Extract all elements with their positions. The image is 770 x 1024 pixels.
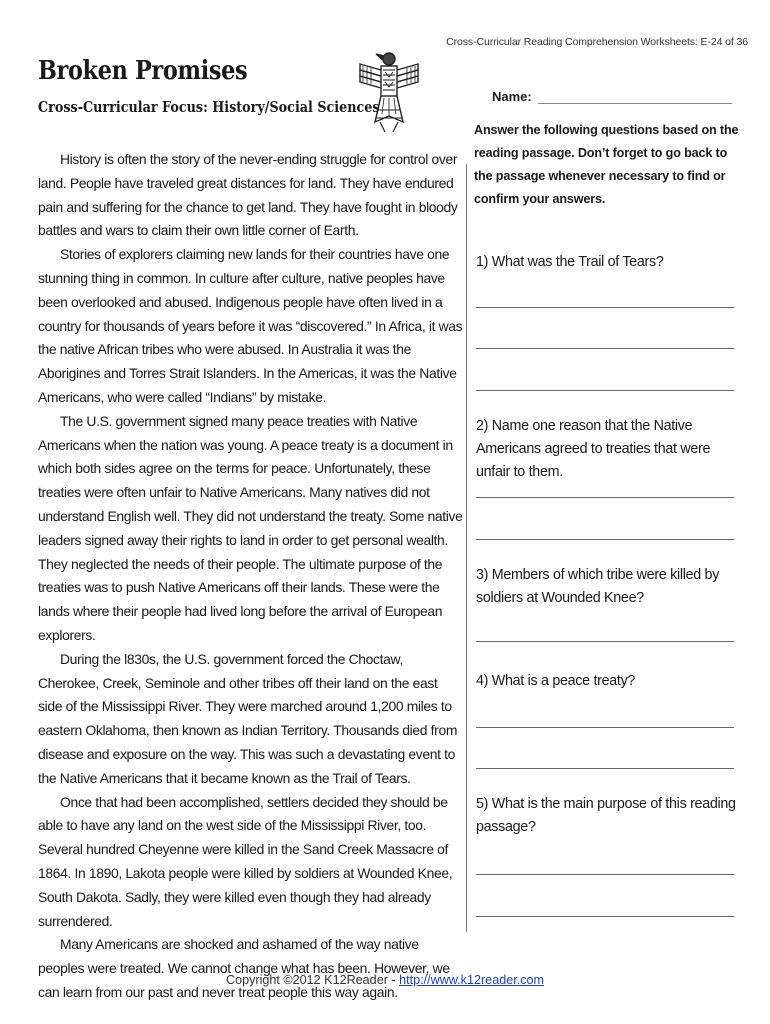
question-3: 3) Members of which tribe were killed by soldiers at Wounded Knee?	[476, 567, 720, 606]
answer-line-q5[interactable]	[476, 916, 734, 917]
thunderbird-icon	[356, 48, 422, 134]
page-title: Broken Promises	[38, 56, 248, 86]
answer-line-q1[interactable]	[476, 307, 734, 308]
answer-line-q5[interactable]	[476, 874, 734, 875]
name-row	[492, 89, 732, 104]
worksheet-series-label: Cross-Curricular Reading Comprehension Worksheets: E-24 of 36	[446, 36, 748, 48]
answer-line-q2[interactable]	[476, 539, 734, 540]
answer-line-q4[interactable]	[476, 727, 734, 728]
answer-line-q4[interactable]	[476, 768, 734, 769]
footer	[0, 973, 770, 987]
passage-paragraph: The U.S. government signed many peace treaties with Native Americans when the nation was young. A peace treaty is a document in which both sides agree on the terms for peace. Unfortunately, these treaties were often unfair to Native Americans. Many natives did not understand English well. They did not understand the treaty. Some native leaders signed away their rights to land in order to get personal wealth. They neglected the needs of their people. The ultimate purpose of the treaties was to push Native Americans off their lands. These were the lands where their people had lived long before the arrival of European explorers.	[38, 412, 463, 643]
page-subtitle: Cross-Curricular Focus: History/Social Sciences	[38, 98, 380, 116]
column-divider	[466, 164, 467, 932]
question-4: 4) What is a peace treaty?	[476, 673, 636, 689]
passage-paragraph: History is often the story of the never-ending struggle for control over land. People have traveled great distances for land. They have endured pain and suffering for the chance to get land. They have fought in bloody battles and wars to claim their own little corner of Earth.	[38, 151, 458, 239]
answer-line-q3[interactable]	[476, 641, 734, 642]
question-5: 5) What is the main purpose of this reading passage?	[476, 796, 736, 835]
k12reader-link[interactable]: http://www.k12reader.com	[399, 973, 544, 987]
passage-paragraph: During the l830s, the U.S. government forced the Choctaw, Cherokee, Creek, Seminole and other tribes off their land on the east side of the Mississippi River. They were marched around 1,200 miles to eastern Oklahoma, then known as Indian Territory. Thousands died from disease and exposure on the way. This was such a devastating event to the Native Americans that it became known as the Trail of Tears.	[38, 650, 458, 786]
copyright-text: Copyright ©2012 K12Reader -	[225, 973, 400, 987]
passage-paragraph: Once that had been accomplished, settlers decided they should be able to have any land on the west side of the Mississippi River, too. Several hundred Cheyenne were killed in the Sand Creek Massacre of 1864. In 1890, Lakota people were killed by soldiers at Wounded Knee, South Dakota. Sadly, they were killed even though they had already surrendered.	[38, 793, 453, 929]
worksheet-instructions: Answer the following questions based on the reading passage. Don’t forget to go back to the passage whenever necessary to find or confirm your answers.	[474, 123, 739, 206]
passage-paragraph: Stories of explorers claiming new lands for their countries have one stunning thing in common. In culture after culture, native peoples have been overlooked and abused. Indigenous people have often lived in a country for thousands of years before it was “discovered.” In Africa, it was the native African tribes who were abused. In Australia it was the Aborigines and Torres Strait Islanders. In the Americas, it was the Native Americans, who were called “Indians” by mistake.	[38, 246, 463, 405]
passage-paragraph: Many Americans are shocked and ashamed of the way native peoples were treated. We cannot change what has been. However, we can learn from our past and never treat people this way again.	[38, 936, 450, 1000]
answer-line-q1[interactable]	[476, 390, 734, 391]
name-input-line[interactable]	[538, 89, 732, 104]
name-label: Name:	[492, 89, 532, 104]
answer-line-q1[interactable]	[476, 348, 734, 349]
question-2: 2) Name one reason that the Native Americans agreed to treaties that were unfair to them.	[476, 418, 711, 480]
question-1: 1) What was the Trail of Tears?	[476, 254, 664, 270]
answer-line-q2[interactable]	[476, 497, 734, 498]
reading-passage	[38, 148, 463, 1005]
